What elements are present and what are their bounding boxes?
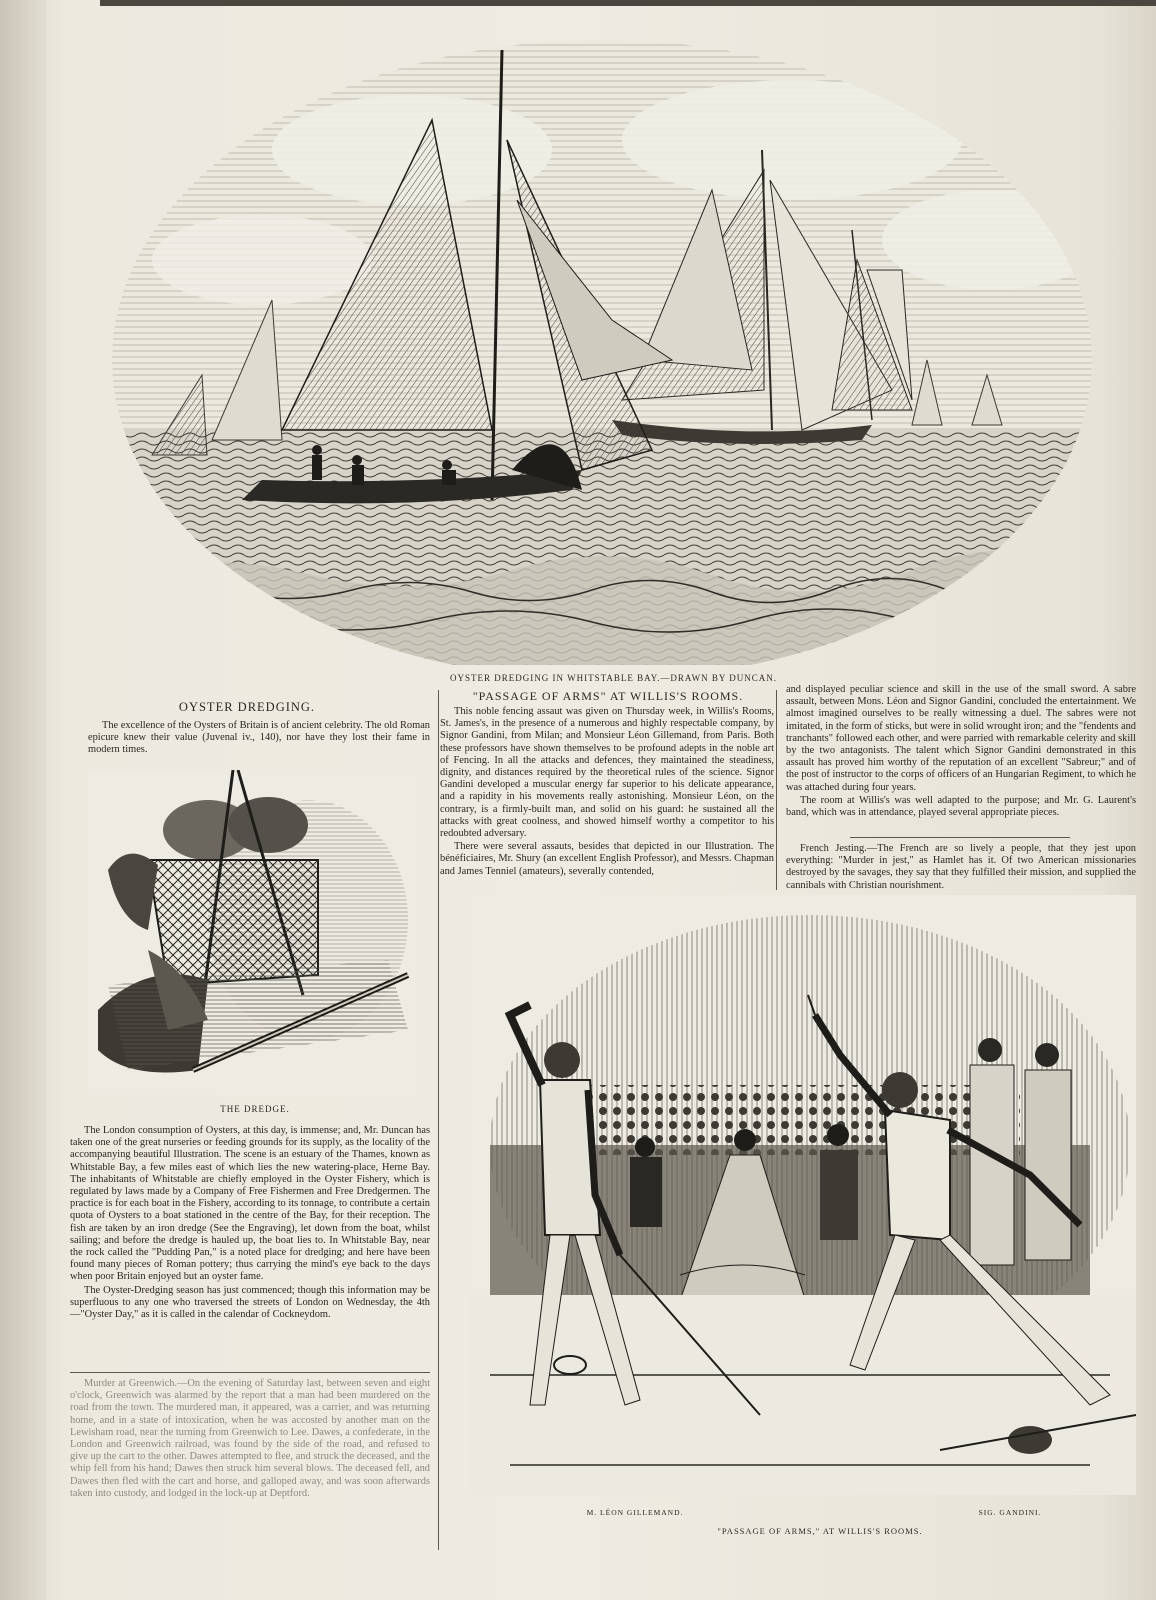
dredge-caption: THE DREDGE. xyxy=(220,1104,290,1114)
fencer-label-left: M. LÉON GILLEMAND. xyxy=(586,1508,684,1517)
fencing-engraving xyxy=(470,895,1136,1495)
passage-para-2: There were several assauts, besides that depicted in our Illustration. The bénéficiaires, Mr. Shury (an excellent English Professor), and Messrs. Chapman and James Tenniel (amateurs), severally contended, xyxy=(440,841,774,877)
oyster-intro-paragraph xyxy=(88,720,430,757)
oyster-body-paragraph-2: The Oyster-Dredging season has just commenced; though this information may be superfluous to any one who traversed the streets of London on Wednesday, the 4th—"Oyster Day," as it is called in the calendar of Cockneydom. xyxy=(70,1284,430,1321)
top-edge-rule xyxy=(100,0,1156,6)
column-rule-left xyxy=(438,690,439,1550)
passage-para-4: The room at Willis's was well adapted to the purpose; and Mr. G. Laurent's band, which was in attendance, played several appropriate pieces. xyxy=(786,794,1136,819)
passage-of-arms-column xyxy=(440,706,774,878)
passage-para-3: and displayed peculiar science and skill in the use of the small sword. A sabre assault, between Mons. Léon and Signor Gandini, concluded the entertainment. We almost imagined ourselves to be really witnessing a duel. The sabres were not imitated, in the form of sticks, but were in solid wrought iron; and the "fendents and tranchants" followed each other, and were parried with remarkable celerity and skill by the two antagonists. The talent which Signor Gandini demonstrated in this assault has proved him worthy of the reputation of an excellent "Sabreur;" and of the post of instructor to the corps of officers of an Hungarian Regiment, to which he was attached during four years. xyxy=(786,684,1136,793)
oyster-body-paragraph-1: The London consumption of Oysters, at this day, is immense; and, Mr. Duncan has taken one of the great nurseries or feeding grounds for its supply, as the locality of the accompanying beautiful Illustration. The scene is an estuary of the Thames, known as Whitstable Bay, a few miles east of which lies the new watering-place, Herne Bay. The inhabitants of Whitstable are chiefly employed in the Oyster Fishery, which is regulated by laws made by a Company of Free Fishermen and Free Dredgermen. The practice is for each boat in the Fishery, according to its tonnage, to contribute a certain quota of Oysters to a boat stationed in the centre of the Bay, for their reception. The fish are taken by an iron dredge (See the Engraving), let down from the boat, whilst sailing; and before the dredge is hauled up, the boat lies to. In Whitstable Bay, near the rock called the "Pudding Pan," is a noted place for dredging; and here have been found many pieces of Roman pottery; thus carrying the mind's eye back to the days when poor Britain enjoyed but an oyster fame. xyxy=(70,1125,430,1283)
left-column-divider xyxy=(70,1372,430,1373)
passage-of-arms-caption: "PASSAGE OF ARMS," AT WILLIS'S ROOMS. xyxy=(717,1526,923,1536)
oyster-dredging-caption: OYSTER DREDGING IN WHITSTABLE BAY.—DRAWN BY DUNCAN. xyxy=(450,673,778,683)
column-rule-mid xyxy=(776,690,777,890)
dredge-engraving xyxy=(88,770,418,1095)
passage-para-1: This noble fencing assaut was given on Thursday week, in Willis's Rooms, St. James's, in the presence of a numerous and highly respectable company, by Signor Gandini, from Milan; and Monsieur Léon Gillemand, from Paris. Both these professors have shown themselves to be profound adepts in the noble art of Fencing. In all the attacks and defences, they maintained the steadiness, dignity, and distances required by the theoretical rules of the science. Signor Gandini developed a muscular energy far superior to his delicate appearance, and a rapidity in his movements really astonishing. Monsieur Léon, on the contrary, is a firmly-built man, and solid on his guard: he sustained all the attacks with great coolness, and showed himself worthy a competitor to his redoubted adversary. xyxy=(440,706,774,840)
passage-of-arms-continuation xyxy=(786,684,1136,819)
page-binding-shadow xyxy=(0,0,46,1600)
passage-of-arms-heading: "PASSAGE OF ARMS" AT WILLIS'S ROOMS. xyxy=(472,689,744,703)
right-column-divider xyxy=(850,837,1070,838)
oyster-dredging-engraving xyxy=(112,30,1092,665)
french-jesting-text: French Jesting.—The French are so lively a people, that they jest upon everything: "Murder in jest," as Hamlet has it. Of two American missionaries destroyed by the savages, they say that they fulfilled their mission, and supplied the cannibals with Christian nourishment. xyxy=(786,843,1136,891)
french-jesting-paragraph xyxy=(786,843,1136,892)
murder-at-greenwich-paragraph xyxy=(70,1378,430,1500)
oyster-dredging-heading: OYSTER DREDGING. xyxy=(178,700,316,714)
oyster-body-column xyxy=(70,1125,430,1321)
murder-text: Murder at Greenwich.—On the evening of Saturday last, between seven and eight o'clock, Greenwich was alarmed by the report that a man had been murdered on the road from the town. The murdered man, it appeared, was a carrier, and was returning home, and in a state of intoxication, when he was accosted by another man on the Lewisham road, near the turning from Greenwich to Lee. Dawes, a confederate, in the London and Greenwich railroad, was found by the side of the road, and refused to give up the cart to the other. Dawes attempted to flee, and struck the deceased, and the whip fell from his hand; Dawes then struck him several blows. The deceased fell, and Dawes then fled with the cart and horse, and galloped away, and was soon afterwards taken into custody, and lodged in the lock-up at Deptford. xyxy=(70,1378,430,1499)
fencer-label-right: SIG. GANDINI. xyxy=(978,1508,1042,1517)
oyster-intro-text: The excellence of the Oysters of Britain is of ancient celebrity. The old Roman epicure knew their value (Juvenal iv., 140), nor have they lost their fame in modern times. xyxy=(88,720,430,756)
